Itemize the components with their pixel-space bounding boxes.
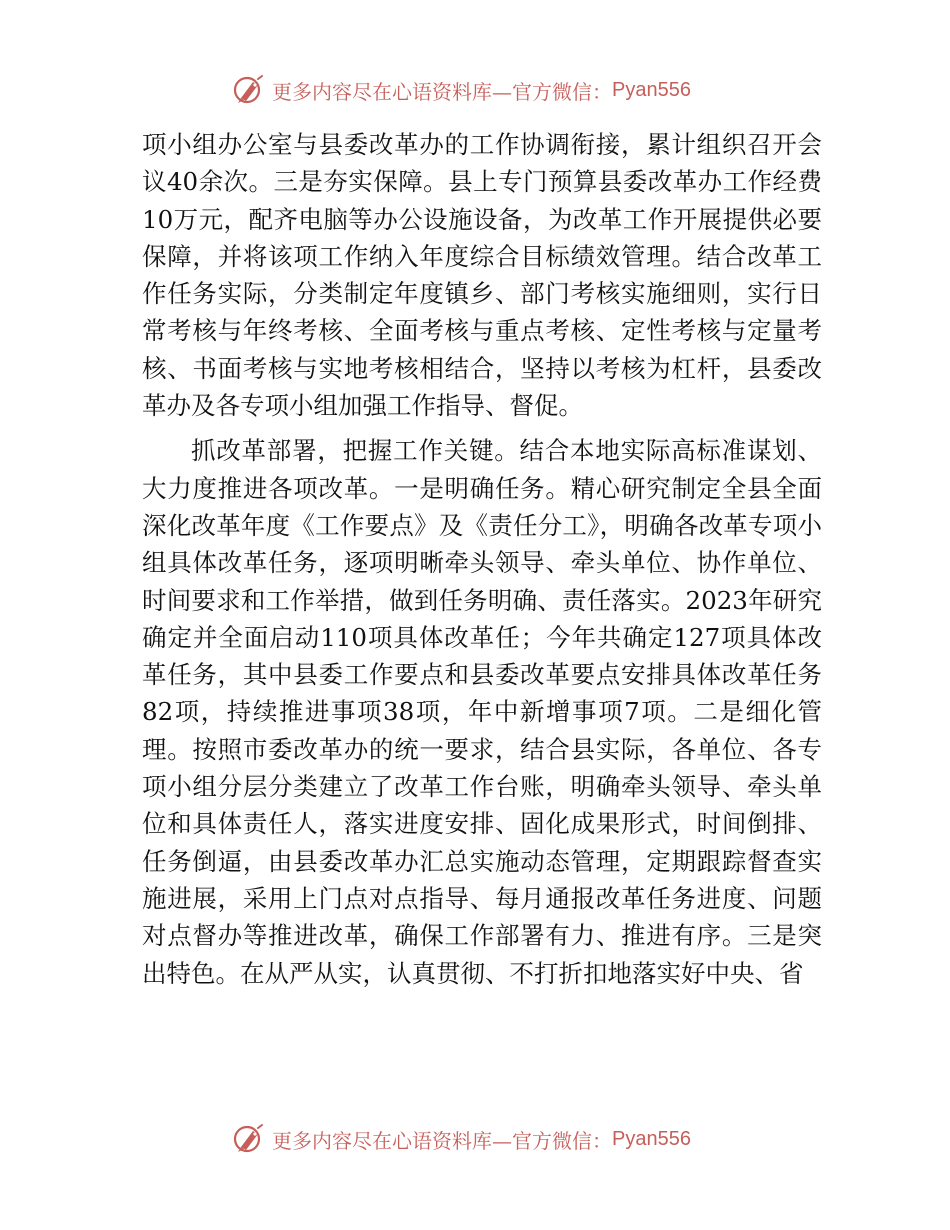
footer-watermark <box>232 1122 712 1156</box>
paragraph-continuation: 项小组办公室与县委改革办的工作协调衔接，累计组织召开会议40余次。三是夯实保障。县上专门预算县委改革办工作经费10万元，配齐电脑等办公设施设备，为改革工作开展提供必要保障，并将该项工作纳入年度综合目标绩效管理。结合改革工作任务实际，分类制定年度镇乡、部门考核实施细则，实行日常考核与年终考核、全面考核与重点考核、定性考核与定量考核、书面考核与实地考核相结合，坚持以考核为杠杆，县委改革办及各专项小组加强工作指导、督促。 <box>142 130 822 421</box>
pen-nib-logo-icon <box>232 73 266 107</box>
header-watermark <box>232 73 712 107</box>
header-wechat-id: Pyan556 <box>612 78 691 101</box>
footer-watermark-text: 更多内容尽在心语资料库—官方微信： <box>272 1128 612 1153</box>
header-watermark-text: 更多内容尽在心语资料库—官方微信： <box>272 79 612 104</box>
footer-wechat-id: Pyan556 <box>612 1127 691 1150</box>
document-body <box>142 126 822 992</box>
paragraph-reform-deployment: 抓改革部署，把握工作关键。结合本地实际高标准谋划、大力度推进各项改革。一是明确任务。精心研究制定全县全面深化改革年度《工作要点》及《责任分工》，明确各改革专项小组具体改革任务，逐项明晰牵头领导、牵头单位、协作单位、时间要求和工作举措，做到任务明确、责任落实。2023年研究确定并全面启动110项具体改革任；今年共确定127项具体改革任务，其中县委工作要点和县委改革要点安排具体改革任务82项，持续推进事项38项，年中新增事项7项。二是细化管理。按照市委改革办的统一要求，结合县实际，各单位、各专项小组分层分类建立了改革工作台账，明确牵头领导、牵头单位和具体责任人，落实进度安排、固化成果形式，时间倒排、任务倒逼，由县委改革办汇总实施动态管理，定期跟踪督查实施进展，采用上门点对点指导、每月通报改革任务进度、问题对点督办等推进改革，确保工作部署有力、推进有序。三是突出特色。在从严从实，认真贯彻、不打折扣地落实好中央、省 <box>142 436 822 988</box>
pen-nib-logo-icon <box>232 1122 266 1156</box>
